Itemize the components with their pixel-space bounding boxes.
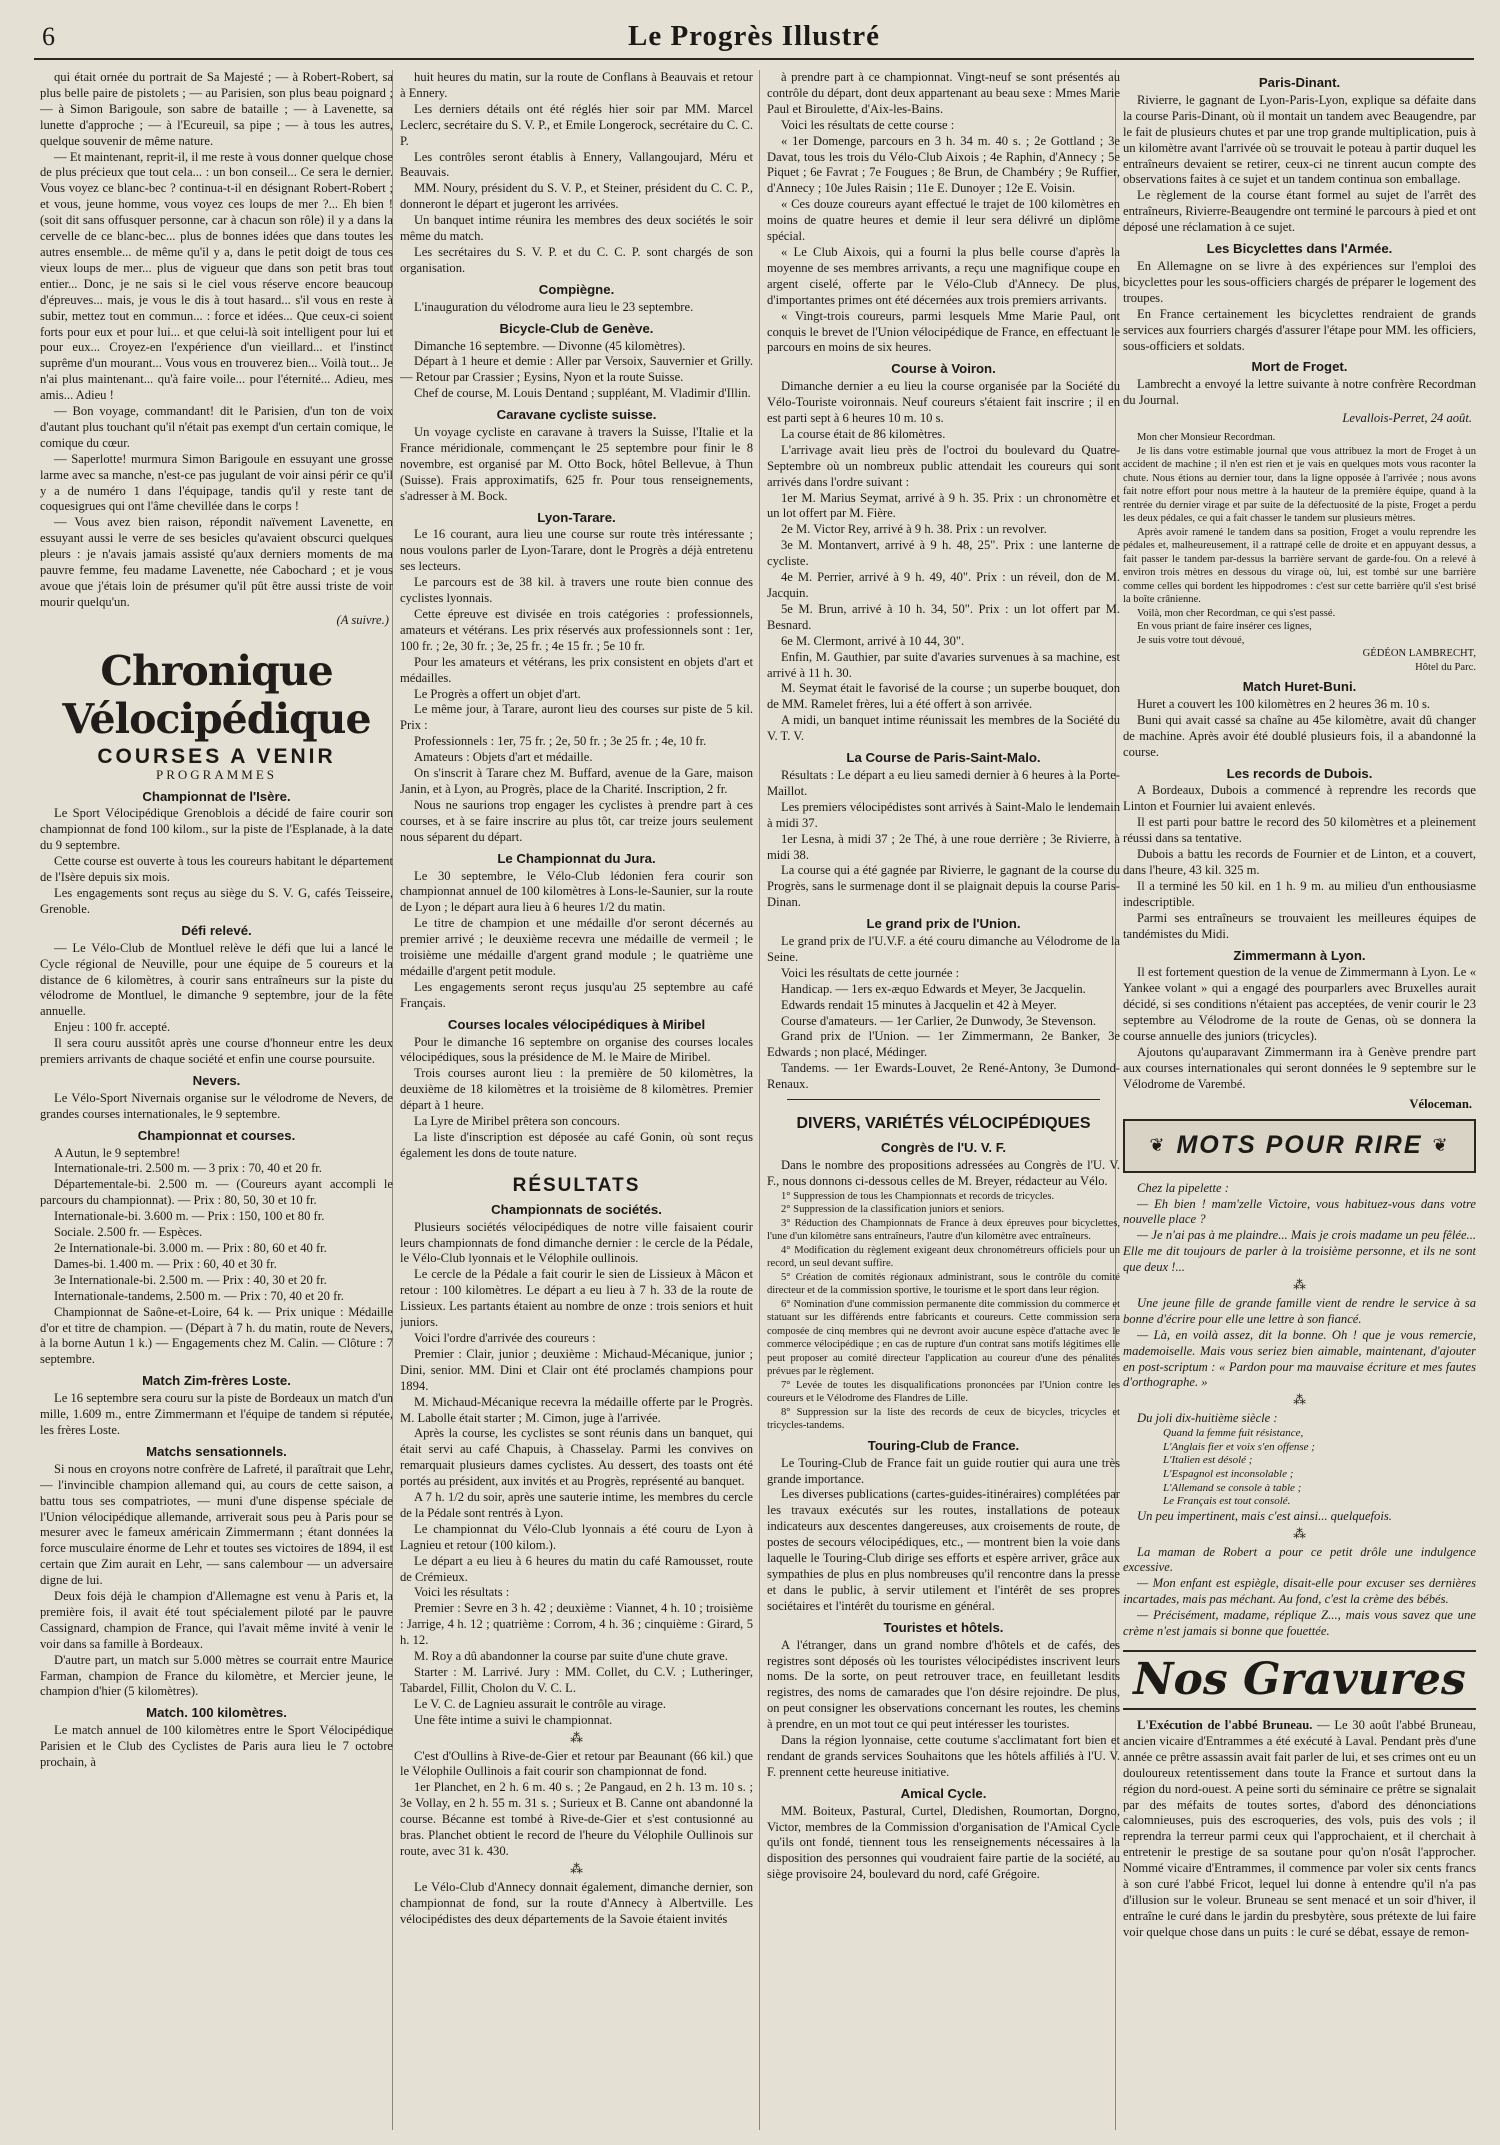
paragraph: La maman de Robert a pour ce petit drôle une indulgence excessive. [1123, 1544, 1476, 1575]
paragraph: Les secrétaires du S. V. P. et du C. C. P. sont chargés de son organisation. [400, 244, 753, 275]
paragraph: Les contrôles seront établis à Ennery, Vallangoujard, Méru et Beauvais. [400, 149, 753, 180]
paragraph: 4° Modification du règlement exigeant deux chronométreurs officiels pour un record, un seul devant suffire. [767, 1244, 1120, 1270]
paragraph: Je lis dans votre estimable journal que vous attribuez la mort de Froget à un accident de machine ; il n'en est rien et je vais en quelques mots vous raconter la chute. Nous étions au dernier tour, dans la ligne opposée à l'arrivée ; nous avons fait notre effort pour nous mettre à la hauteur de la première équipe, quand à la rentrée du dernier virage et par suite de la défectuosité de la piste, Froget a perdu les deux pédales, ce qui a fait chasser le tandem sur plusieurs mètres. [1123, 445, 1476, 525]
paragraph: Parmi ses entraîneurs se trouvaient les meilleures équipes de tandémistes du Midi. [1123, 910, 1476, 941]
paragraph: 3e M. Montanvert, arrivé à 9 h. 48, 25". Prix : une lanterne de cycliste. [767, 538, 1120, 569]
paragraph: Le match annuel de 100 kilomètres entre le Sport Vélocipédique Parisien et le Club des Cyclistes de Paris aura lieu le 7 octobre prochain, à [40, 1723, 393, 1770]
paragraph: Si nous en croyons notre confrère de Lafreté, il paraîtrait que Lehr, — l'invincible champion allemand qui, au cours de cette saison, a battu tous ses compatriotes, — muni d'une dispense spéciale de l'Union vélocipédique allemande, arriverait sous peu à Paris pour se mesurer avec le fameux américain Zimmermann ; étant données la force musculaire énorme de Lehr et toutes ses victoires de 1894, il est certain que Zim aurait en Lehr, — sans calembour — un adversaire digne de lui. [40, 1461, 393, 1588]
article-heading: Championnats de sociétés. [491, 1201, 662, 1217]
paragraph: Le grand prix de l'U.V.F. a été couru dimanche au Vélodrome de la Seine. [767, 934, 1120, 964]
paragraph: Dans la région lyonnaise, cette coutume s'acclimatant fort bien et rendant de grands services Souhaitons que les hôtels affiliés à l'U. V. F. prennent cette heureuse initiative. [767, 1733, 1120, 1779]
paragraph: huit heures du matin, sur la route de Conflans à Beauvais et retour à Ennery. [400, 70, 753, 100]
paragraph: Il est fortement question de la venue de Zimmermann à Lyon. Le « Yankee volant » qui a engagé des pourparlers avec Bruxelles aurait décidé, si ses conditions n'étaient pas acceptées, de venir courir le 23 septembre au Vélodrome de la route de Genas, où se donnera la course annuelle des juniors (tricycles). [1123, 965, 1476, 1044]
banner-title: MOTS POUR RIRE [1176, 1130, 1423, 1159]
paragraph: Enfin, M. Gauthier, par suite d'avaries survenues à sa machine, est arrivé à 11 h. 30. [767, 649, 1120, 680]
paragraph: Lambrecht a envoyé la lettre suivante à notre confrère Recordman du Journal. [1123, 377, 1476, 408]
paragraph: Pour le dimanche 16 septembre on organise des courses locales vélocipédiques, sous la présidence de M. le Maire de Miribel. [400, 1034, 753, 1065]
paragraph: La Lyre de Miribel prêtera son concours. [414, 1114, 620, 1129]
paragraph: Huret a couvert les 100 kilomètres en 2 heures 36 m. 10 s. [1137, 696, 1431, 711]
paragraph: Cette course est ouverte à tous les coureurs habitant le département de l'Isère depuis six mois. [40, 854, 393, 885]
paragraph: A 7 h. 1/2 du soir, après une sauterie intime, les membres du cercle de la Pédale sont rentrés à Lyon. [400, 1490, 753, 1520]
paragraph: 2e Internationale-bi. 3.000 m. — Prix : 80, 60 et 40 fr. [54, 1241, 327, 1255]
paragraph: « Le Club Aixois, qui a fourni la plus belle course d'après la moyenne de ses membres arrivants, a reçu une magnifique coupe en argent ciselé, offerte par le Vélo-Club d'Annecy. De plus, d'importantes primes ont été décernées aux trois premiers arrivants. [767, 244, 1120, 307]
paragraph: Handicap. — 1ers ex-æquo Edwards et Meyer, 3e Jacquelin. [781, 981, 1086, 996]
paragraph: Les diverses publications (cartes-guides-itinéraires) complétées par les travaux exécutés sur les routes, installations de poteaux indicateurs aux descentes dangereuses, aux croisements de route, de postes de secours vélocipédiques, etc., — montrent bien la voie dans laquelle le Touring-Club dirige ses efforts et espère arriver, grâce aux sympathies de plus en plus nombreuses qu'il rencontre dans la presse et dans le public, à servir utilement et l'intérêt de ses propres sociétaires et l'intérêt du tourisme en général. [767, 1487, 1120, 1613]
verse-line: L'Italien est désolé ; [1163, 1454, 1253, 1467]
paragraph: Voici les résultats de cette course : [781, 117, 955, 132]
article-heading: Championnat et courses. [137, 1127, 296, 1143]
paragraph: Un voyage cycliste en caravane à travers la Suisse, l'Italie et la France méridionale, commençant le 25 septembre pour finir le 8 novembre, est organisé par M. Otto Bock, hôtel Bellevue, à Thun (Suisse). Frais approximatifs, 625 fr. Pour tous renseignements, s'adresser à M. Bock. [400, 425, 753, 503]
paragraph: — Mon enfant est espiègle, disait-elle pour excuser ses dernières incartades, mais pas méchant. Au fond, c'est la crème des bébés. [1123, 1576, 1476, 1607]
paragraph: Dimanche 16 septembre. — Divonne (45 kilomètres). [414, 338, 686, 353]
article-heading: Touristes et hôtels. [883, 1619, 1004, 1635]
paragraph: 1° Suppression de tous les Championnats et records de tricycles. [781, 1190, 1055, 1202]
divers-heading: DIVERS, VARIÉTÉS VÉLOCIPÉDIQUES [796, 1115, 1091, 1133]
paragraph: 5° Création de comités régionaux administrant, sous le contrôle du comité directeur et de la commission sportive, le tourisme et le sport dans leur région. [767, 1271, 1120, 1297]
paragraph: Chef de course, M. Louis Dentand ; suppléant, M. Vladimir d'Illin. [414, 386, 751, 401]
paragraph: Amateurs : Objets d'art et médaille. [414, 750, 593, 765]
column-2 [400, 70, 753, 2140]
article-heading: Le grand prix de l'Union. [866, 916, 1021, 932]
ornament-icon: ❦ [1149, 1134, 1167, 1155]
paragraph: Dubois a battu les records de Fournier et de Linton, et a couvert, dans l'heure, 43 kil. 325 m. [1123, 847, 1476, 877]
paragraph: Dimanche dernier a eu lieu la course organisée par la Société du Vélo-Touriste voironnais. Neuf coureurs s'étaient fait inscrire ; il en est parti sept à 6 heures 10 m. 10 s. [767, 379, 1120, 426]
paragraph: Tandems. — 1er Ewards-Louvet, 2e René-Antony, 3e Dumond-Renaux. [767, 1061, 1120, 1092]
paragraph: Dames-bi. 1.400 m. — Prix : 60, 40 et 30 fr. [54, 1256, 277, 1271]
paragraph: Une jeune fille de grande famille vient de rendre le service à sa bonne d'écrire pour elle une lettre à son fiancé. [1123, 1295, 1476, 1326]
chronique-heading: Chronique Vélocipédique [62, 646, 371, 743]
verse-line: L'Espagnol est inconsolable ; [1163, 1467, 1294, 1480]
article-heading: Match. 100 kilomètres. [146, 1705, 287, 1721]
paragraph: M. Roy a dû abandonner la course par suite d'une chute grave. [414, 1649, 728, 1664]
separator-asterisks: ⁂ [570, 1861, 583, 1876]
paragraph: 1er Planchet, en 2 h. 6 m. 40 s. ; 2e Pangaud, en 2 h. 13 m. 10 s. ; 3e Vollay, en 2 h. 55 m. 31 s. ; Surieux et B. Canne ont abandonné la course. Bécanne est tombé à Rive-de-Gier et s'est contusionné au bras. Planchet obtient le record de l'heure du Vélophile Oullinois sur route, avec 31 k. 430. [400, 1780, 753, 1858]
paragraph: Le Vélo-Club d'Annecy donnait également, dimanche dernier, son championnat de fond, sur la route d'Annecy à Albertville. Les vélocipédistes des deux départements de la Savoie étaient invités [400, 1879, 753, 1926]
paragraph: qui était ornée du portrait de Sa Majesté ; — à Robert-Robert, sa plus belle paire de pistolets ; — au Parisien, son plus beau poignard ; — à Simon Barigoule, son sabre de bataille ; — à Lavenette, sa lunette d'approche ; — à l'Ecureuil, sa pipe ; — à tous les autres, quelque souvenir de même nature. [40, 70, 393, 148]
paragraph: Départementale-bi. 2.500 m. — (Coureurs ayant accompli le parcours du championnat). — Prix : 80, 50, 30 et 10 fr. [40, 1177, 393, 1208]
to-be-continued: (A suivre.) [336, 612, 389, 627]
paragraph: 5e M. Brun, arrivé à 10 h. 34, 50". Prix : un lot offert par M. Besnard. [767, 601, 1120, 632]
verse-line: L'Anglais fier et voix s'en offense ; [1163, 1440, 1315, 1453]
paragraph: Trois courses auront lieu : la première de 50 kilomètres, la deuxième de 18 kilomètres et la troisième de 8 kilomètres. Premier départ à 1 heure. [400, 1066, 753, 1113]
article-heading: Paris-Dinant. [1258, 75, 1341, 90]
letter-signature: GÉDÉON LAMBRECHT, [1362, 648, 1476, 660]
paragraph: En Allemagne on se livre à des expériences sur l'emploi des bicyclettes pour les sous-officiers chargés de préparer le logement des troupes. [1123, 258, 1476, 305]
paragraph: M. Michaud-Mécanique recevra la médaille offerte par le Progrès. M. Labolle était starter ; M. Cimon, juge à l'arrivée. [400, 1394, 753, 1425]
paragraph: Starter : M. Larrivé. Jury : MM. Collet, du C.V. ; Lutheringer, Tabardel, Fillit, Cholon du V. C. L. [400, 1665, 753, 1695]
paragraph: L'arrivage avait lieu près de l'octroi du boulevard du Quatre-Septembre où un nombreux public attendait les coureurs qui sont arrivés dans l'ordre suivant : [767, 442, 1120, 489]
paragraph: En vous priant de faire insérer ces lignes, [1137, 621, 1312, 633]
paragraph: L'inauguration du vélodrome aura lieu le 23 septembre. [414, 299, 694, 314]
paragraph: Dans le nombre des propositions adressées au Congrès de l'U. V. F., nous donnons ci-dessous celles de M. Breyer, rédacteur au Vélo. [767, 1157, 1120, 1188]
paragraph: Pour les amateurs et vétérans, les prix consistent en objets d'art et médailles. [400, 654, 753, 685]
paragraph: 1er M. Marius Seymat, arrivé à 9 h. 35. Prix : un chronomètre et un lot offert par M. Fière. [767, 490, 1120, 521]
paragraph: — Et maintenant, reprit-il, il me reste à vous donner quelque chose de plus précieux que tout cela... : un bon conseil... Ce sera le dernier. Vous voyez ce blanc-bec ? continua-t-il en désignant Robert-Robert ; et vous, jeune homme, vous voyez ces loups de mer ?... Eh bien ! (soit dit sans offusquer personne, car à chacun son rôle) il y a dans la cervelle de ce blanc-bec... plus de bonnes idées que dans toutes les autres ensemble... de même qu'il y a, dans le petit doigt de tous ces vieux loups de mer... plus de vigueur que dans son petit bras tout entier... Donc, je ne sais si le ciel vous réserve encore beaucoup d'épreuves... mais, je vous le dis à tout hasard... s'il vous en reste à subir, mettez tout en commun... : force et idées... Que ceux-ci soient forts pour eux et pour lui... et que celui-là soit intelligent pour lui et pour eux... Croyez-en l'expérience d'un vieillard... et l'instinct suprême d'un mourant... Vous vous en trouverez bien... Voilà tout... Je n'ai plus maintenant... qu'à faire voile... pour l'éternité... Adieu, mes amis... Adieu ! [40, 149, 393, 403]
paragraph: Le 30 septembre, le Vélo-Club lédonien fera courir son championnat annuel de 100 kilomètres à Lons-le-Saunier, sur la route de Lyon ; le départ aura lieu à 6 heures 1/2 du matin. [400, 868, 753, 915]
paragraph: Ajoutons qu'auparavant Zimmermann ira à Genève prendre part aux courses internationales qui seront données le 9 septembre sur le Vélodrome de Varembé. [1123, 1044, 1476, 1091]
letter-signature: Hôtel du Parc. [1415, 661, 1476, 673]
separator-asterisks: ⁂ [1293, 1393, 1306, 1408]
paragraph: — Le Vélo-Club de Montluel relève le défi que lui a lancé le Cycle régional de Neuville, pour une équipe de 5 coureurs et la distance de 6 kilomètres, à courir sans entraîneurs sur la piste du vélodrome de Montluel, le dimanche 9 septembre, jour de la fête annuelle. [40, 940, 393, 1019]
paragraph: Voici les résultats : [414, 1585, 510, 1600]
paragraph: Le règlement de la course étant formel au sujet de l'arrêt des entraîneurs, Rivierre-Beaugendre ont terminé le parcours à pied et ont déposé une réclamation à ce sujet. [1123, 188, 1476, 235]
paragraph: Rivierre, le gagnant de Lyon-Paris-Lyon, explique sa défaite dans la course Paris-Dinant, où il montait un tandem avec Beaugendre, par le fait de plusieurs chutes et par une trop grande multiplication, puis à un kilomètre avant l'arrivée où se trouvait le poteau à partir duquel les entraîneurs devaient se retirer, ceux-ci ne tinrent aucun compte des observations faites à ce sujet et un tandem continua son emballage. [1123, 92, 1476, 187]
paragraph: Course d'amateurs. — 1er Carlier, 2e Dunwody, 3e Stevenson. [781, 1013, 1097, 1028]
paragraph: Le 16 septembre sera couru sur la piste de Bordeaux un match d'un mille, 1.609 m., entre Zimmermann et l'équipe de tandem si réputée, les frères Loste. [40, 1391, 393, 1437]
paragraph: A Bordeaux, Dubois a commencé à reprendre les records que Linton et Fournier lui avaient enlevés. [1123, 783, 1476, 814]
paragraph: Le Progrès a offert un objet d'art. [414, 686, 581, 701]
paragraph: Départ à 1 heure et demie : Aller par Versoix, Sauvernier et Grilly. — Retour par Crassier ; Eysins, Nyon et la route Suisse. [400, 354, 753, 385]
page-number: 6 [42, 22, 55, 51]
paragraph: « 1er Domenge, parcours en 3 h. 34 m. 40 s. ; 2e Gottland ; 3e Davat, tous les trois du Vélo-Club Aixois ; 4e Raphin, d'Annecy ; 5e Piquet ; 6e Favrat ; 7e Fougues ; 8e Brun, de Chambéry ; 9e Ruffier, d'Annecy ; 10e Jules Raisin ; 11e E. Dunoyer ; 12e E. Voisin. [767, 133, 1120, 196]
letter-salutation: Mon cher Monsieur Recordman. [1137, 432, 1276, 444]
paragraph: Le parcours est de 38 kil. à travers une route bien connue des cyclistes lyonnais. [400, 575, 753, 606]
paragraph: Internationale-bi. 3.600 m. — Prix : 150, 100 et 80 fr. [54, 1209, 325, 1224]
paragraph: 4e M. Perrier, arrivé à 9 h. 49, 40". Prix : un réveil, don de M. Jacquin. [767, 570, 1120, 600]
article-heading: Le Championnat du Jura. [497, 850, 656, 866]
paragraph: D'autre part, un match sur 5.000 mètres se courrait entre Maurice Farman, champion de France du kilomètre, et Mercier jeune, le champion d'hier (5 kilomètres). [40, 1652, 393, 1699]
paragraph: Voici les résultats de cette journée : [781, 965, 960, 980]
paragraph: « Ces douze coureurs ayant effectué le trajet de 100 kilomètres en moins de quatre heures et demie il leur sera délivré un diplôme spécial. [767, 197, 1120, 244]
column-4 [1123, 70, 1476, 2140]
paragraph: Du joli dix-huitième siècle : [1137, 1411, 1278, 1426]
paragraph: Cette épreuve est divisée en trois catégories : professionnels, amateurs et vétérans. Les prix réservés aux professionnels sont : 1er, 100 fr. ; 2e, 30 fr. ; 3e, 25 fr. ; 4e 15 fr. ; 5e 10 fr. [400, 607, 753, 653]
programmes-heading: PROGRAMMES [155, 766, 278, 782]
paragraph: Les engagements seront reçus jusqu'au 25 septembre au café Français. [400, 979, 753, 1010]
paragraph: Premier : Clair, junior ; deuxième : Michaud-Mécanique, junior ; Dini, senior. MM. Dini et Clair ont été proclamés champions pour 1894. [400, 1346, 753, 1393]
paragraph: Le Touring-Club de France fait un guide routier qui aura une très grande importance. [767, 1455, 1120, 1486]
separator-asterisks: ⁂ [570, 1730, 583, 1745]
paragraph: Enjeu : 100 fr. accepté. [54, 1020, 171, 1035]
paragraph: A Autun, le 9 septembre! [54, 1145, 181, 1160]
mots-pour-rire-banner [1123, 1119, 1476, 1173]
paragraph: Une fête intime a suivi le championnat. [414, 1712, 613, 1727]
separator-asterisks: ⁂ [1293, 1278, 1306, 1293]
paragraph: — Eh bien ! mam'zelle Victoire, vous habituez-vous dans votre nouvelle place ? [1123, 1196, 1476, 1227]
paragraph: Le championnat du Vélo-Club lyonnais a été couru de Lyon à Lagnieu et retour (100 kilom.). [400, 1521, 753, 1552]
article-heading: Touring-Club de France. [867, 1437, 1020, 1453]
paragraph: Buni qui avait cassé sa chaîne au 45e kilomètre, avait dû changer de machine. Après avoir été doublé plusieurs fois, il a abandonné la course. [1123, 712, 1476, 759]
article-lead: L'Exécution de l'abbé Bruneau. [1137, 1718, 1313, 1732]
paragraph: MM. Boiteux, Pastural, Curtel, Dledishen, Roumortan, Dorgno, Victor, membres de la Commission d'organisation de l'Amical Cycle qu'ils ont fondé, tiennent tous les renseignements nécessaires à la disposition des personnes qui voudraient faire partie de la société, au siège provisoire 24, boulevard du nord, café Grégoire. [767, 1803, 1120, 1882]
ornament-icon: ❦ [1432, 1134, 1450, 1155]
paragraph: Résultats : Le départ a eu lieu samedi dernier à 6 heures à la Porte-Maillot. [767, 767, 1120, 798]
paragraph: C'est d'Oullins à Rive-de-Gier et retour par Beaunant (66 kil.) que le Vélophile Oullinois a fait courir son championnat de fond. [400, 1748, 753, 1779]
paragraph: — Saperlotte! murmura Simon Barigoule en essuyant une grosse larme avec sa manche, n'est-ce pas jugulant de voir ainsi périr ce qu'il y a de numéro 1 dans l'équipage, tandis qu'il y reste tant de coquesigrues qui ont l'âme chevillée dans le corps ! [40, 451, 393, 514]
paragraph: Grand prix de l'Union. — 1er Zimmermann, 2e Banker, 3e Edwards ; non placé, Médinger. [767, 1029, 1120, 1060]
paragraph: On s'inscrit à Tarare chez M. Buffard, avenue de la Gare, maison Janin, et à Lyon, au Progrès, place de la Charité. Inscription, 2 fr. [400, 766, 753, 796]
paragraph: 8° Suppression sur la liste des records de ceux de bicycles, tricycles et tricycles-tandems. [767, 1406, 1120, 1432]
resultats-heading: RÉSULTATS [512, 1174, 641, 1196]
paragraph: Les engagements sont reçus au siège du S. V. G, cafés Teisseire, Grenoble. [40, 885, 393, 916]
author-signature: Véloceman. [1409, 1096, 1472, 1111]
paragraph: Le départ a eu lieu à 6 heures du matin du café Ramousset, route de Crémieux. [400, 1553, 753, 1584]
article-heading: Nevers. [192, 1072, 241, 1088]
column-1 [40, 70, 393, 2140]
newspaper-title: Le Progrès Illustré [627, 20, 881, 52]
paragraph: — Vous avez bien raison, répondit naïvement Lavenette, en essuyant aussi le verre de ses besicles qu'avaient obscurci quelques pleurs : je n'avais jamais assisté qu'aux derniers moments de ma pauvre femme, feu madame Lavenette, née Cabochard ; et je vous avoue que j'étais loin de présumer qu'il pût être aussi triste de voir mourir quelqu'un. [40, 515, 393, 609]
paragraph: Nous ne saurions trop engager les cyclistes à prendre part à ces courses, et à se faire inscrire au plus tôt, car treize jours seulement nous séparent du départ. [400, 797, 753, 844]
paragraph: Les premiers vélocipédistes sont arrivés à Saint-Malo le lendemain à midi 37. [767, 799, 1120, 830]
paragraph: 6e M. Clermont, arrivé à 10 44, 30". [781, 633, 965, 648]
paragraph: Professionnels : 1er, 75 fr. ; 2e, 50 fr. ; 3e 25 fr. ; 4e, 10 fr. [414, 734, 707, 749]
paragraph: MM. Noury, président du S. V. P., et Steiner, président du C. C. P., donneront le départ et jugeront les arrivées. [400, 181, 753, 212]
paragraph: — Précisément, madame, réplique Z..., mais vous savez que une crème n'est jamais si bonne que fouettée. [1123, 1608, 1476, 1639]
paragraph: Le Vélo-Sport Nivernais organise sur le vélodrome de Nevers, de grandes courses internationales, le 9 septembre. [40, 1090, 393, 1121]
article-heading: Championnat de l'Isère. [142, 788, 291, 804]
paragraph: Les derniers détails ont été réglés hier soir par MM. Marcel Leclerc, secrétaire du S. V. P., et Emile Longerock, secrétaire du C. C. P. [400, 101, 753, 148]
paragraph: 1er Lesna, à midi 37 ; 2e Thé, à une roue derrière ; 3e Rivierre, à midi 38. [767, 831, 1120, 862]
paragraph: Un banquet intime réunira les membres des deux sociétés le soir même du match. [400, 213, 753, 244]
paragraph: — Je n'ai pas à me plaindre... Mais je crois madame un peu fêlée... Elle me dit toujours de parler à la troisième personne, et ils ne sont que deux !... [1123, 1228, 1476, 1275]
separator-asterisks: ⁂ [1293, 1526, 1306, 1541]
paragraph: La liste d'inscription est déposée au café Gonin, où sont reçus également les dons de toute nature. [400, 1130, 753, 1160]
paragraph: Il sera couru aussitôt après une course d'honneur entre les deux premiers arrivants de chaque société et enfin une course poursuite. [40, 1036, 393, 1067]
paragraph: 3° Réduction des Championnats de France à deux épreuves pour bicyclettes, l'une d'un kilomètre sans entraîneurs, l'autre d'un kilomètre avec entraîneurs. [767, 1217, 1120, 1243]
paragraph: « Vingt-trois coureurs, parmi lesquels Mme Marie Paul, ont conquis le brevet de l'Union vélocipédique de France, en effectuant le parcours en moins de six heures. [767, 308, 1120, 355]
paragraph: 6° Nomination d'une commission permanente dite commission du commerce et statuant sur les différends entre fabricants et coureurs. Cette commission sera composée de cinq membres qui ne devront avoir aucune espèce d'attache avec le commerce vélocipédique ; en cas de rupture d'un contrat sans motifs légitimes elle peut proposer au comité directeur l'application au coureur d'une des pénalités prévues par le règlement. [767, 1298, 1120, 1378]
paragraph: Le même jour, à Tarare, auront lieu des courses sur piste de 5 kil. Prix : [400, 702, 753, 733]
paragraph: Plusieurs sociétés vélocipédiques de notre ville faisaient courir leurs championnats de fond dimanche dernier : le cercle de la Pédale, le Vélo-Club lyonnais et le Vélophile oullinois. [400, 1219, 753, 1266]
paragraph: Un peu impertinent, mais c'est ainsi... quelquefois. [1137, 1508, 1392, 1523]
paragraph: Le titre de champion et une médaille d'or seront décernés au premier arrivé ; le deuxième recevra une médaille de vermeil ; le troisième une médaille d'argent grand module ; le quatrième une médaille d'argent petit module. [400, 916, 753, 978]
paragraph: Sociale. 2.500 fr. — Espèces. [54, 1225, 203, 1240]
column-3 [767, 70, 1120, 2140]
paragraph: 7° Levée de toutes les disqualifications prononcées par l'Union contre les coureurs et le Vélodrome des Flandres de Lille. [767, 1379, 1120, 1405]
courses-heading: COURSES A VENIR [97, 744, 336, 768]
article-heading: Congrès de l'U. V. F. [880, 1140, 1007, 1155]
page-header [34, 14, 1474, 60]
article-heading: Courses locales vélocipédiques à Miribel [447, 1016, 706, 1032]
paragraph: Je suis votre tout dévoué, [1137, 634, 1245, 646]
article-heading: Match Huret-Buni. [1242, 679, 1357, 695]
paragraph: M. Seymat était le favorisé de la course ; un superbe bouquet, don de MM. Ramelet frères, lui a été offert à son arrivée. [767, 681, 1120, 712]
paragraph: — Bon voyage, commandant! dit le Parisien, d'un ton de voix d'autant plus touchant qu'il n'était pas exempt d'un certain comique, le comique du cœur. [40, 404, 393, 450]
paragraph: Premier : Sevre en 3 h. 42 ; deuxième : Viannet, 4 h. 10 ; troisième : Jarrige, 4 h. 12 ; quatrième : Corrom, 4 h. 36 ; cinquième : Girard, 5 h. 12. [400, 1601, 753, 1648]
article-heading: Course à Voiron. [891, 361, 996, 377]
paragraph [1123, 1718, 1476, 1941]
article-heading: Compiègne. [538, 281, 615, 297]
paragraph: Après avoir ramené le tandem dans sa position, Froget a voulu reprendre les pédales et, malheureusement, il a rattrapé celle de droite et en appuyant dessus, a fait passer le tandem par-dessus la barrière servant de garde-fou. On a relevé à environ trois mètres en dessous du virage où, lui, est tombé sur une barrière comme celles qui bordent les hippodromes : c'est sur cette barrière qu'il s'est brisé la boîte crânienne. [1123, 526, 1476, 606]
nos-gravures-heading: Nos Gravures [1123, 1650, 1476, 1710]
paragraph: La course qui a été gagnée par Rivierre, le gagnant de la course du Progrès, sans le surmenage dont il se plaignait depuis la course Paris-Dinan. [767, 863, 1120, 910]
article-heading: Amical Cycle. [900, 1785, 987, 1801]
verse-line: Le Français est tout consolé. [1163, 1495, 1291, 1508]
paragraph: En France certainement les bicyclettes rendraient de grands services aux fourriers chargés d'assurer l'étape pour MM. les officiers, sous-officiers et soldats. [1123, 306, 1476, 353]
article-heading: La Course de Paris-Saint-Malo. [846, 750, 1041, 766]
article-heading: Les records de Dubois. [1226, 765, 1373, 781]
article-text: — Le 30 août l'abbé Bruneau, ancien vicaire d'Entrammes a été exécuté à Laval. Pendant près d'une année ce prêtre assassin avait fait parler de lui, et ses crimes ont eu un douloureux retentissement dans toute la France et surtout dans la région du nord-ouest. A peine sorti du séminaire ce prêtre se signalait par des méfaits de toutes sortes, d'abord des dénonciations calomnieuses, puis des escroqueries, des vols, puis des vols ; il reprendra la terreur parmi ceux qui l'approchaient, et il cherchait à entretenir le prestige de sa soutane pour qu'on n'osât l'approcher. Nommé vicaire d'Entrammes, il commence par voler six cents francs à son curé l'abbé Fricot, lequel lui donne à entendre qu'il n'a pas d'illusion sur le voleur. Bruneau se sent menacé et un soir d'hiver, il entraîne le curé dans le jardin du presbytère, sous prétexte de lui faire voir quelque chose dans un puits : le curé se débat, essaye de remon- [1123, 1718, 1476, 1939]
paragraph: Edwards rendait 15 minutes à Jacquelin et 42 à Meyer. [781, 997, 1057, 1012]
paragraph: Après la course, les cyclistes se sont réunis dans un banquet, qui était servi au café Chapuis, à Chasselay. Parmi les convives on remarquait plusieurs dames cyclistes. Au dessert, des toasts ont été portés au président, aux invités et au Progrès, représenté au banquet. [400, 1426, 753, 1489]
column-divider [759, 70, 760, 2130]
paragraph: La course était de 86 kilomètres. [781, 426, 946, 441]
paragraph: Le 16 courant, aura lieu une course sur route très intéressante ; nous voulons parler de Lyon-Tarare, dont le Progrès a déjà entretenu ses lecteurs. [400, 527, 753, 574]
article-heading: Lyon-Tarare. [537, 509, 616, 525]
paragraph: Internationale-tandems, 2.500 m. — Prix : 70, 40 et 20 fr. [54, 1288, 344, 1303]
verse-line: Quand la femme fuit résistance, [1163, 1427, 1304, 1440]
paragraph: Le cercle de la Pédale a fait courir le sien de Lissieux à Mâcon et retour : 100 kilomètres. Le départ a eu lieu à 7 h. 33 de la route de Lissieux. Les partants étaient au nombre de onze : trois seniors et huit juniors. [400, 1267, 753, 1330]
paragraph: Le V. C. de Lagnieu assurait le contrôle au virage. [414, 1696, 667, 1711]
paragraph: 3e Internationale-bi. 2.500 m. — Prix : 40, 30 et 20 fr. [54, 1272, 327, 1287]
paragraph: Il est parti pour battre le record des 50 kilomètres et a pleinement réussi dans sa tentative. [1123, 815, 1476, 846]
divider [787, 1099, 1100, 1100]
paragraph: Championnat de Saône-et-Loire, 64 k. — Prix unique : Médaille d'or et titre de champion. — (Départ à 7 h. du matin, route de Nevers, à la borne Autun 1 k.) — Engagements chez M. Calin. — Clôture : 7 septembre. [40, 1304, 393, 1367]
paragraph: 2e M. Victor Rey, arrivé à 9 h. 38. Prix : un revolver. [781, 522, 1047, 537]
paragraph: — Là, en voilà assez, dit la bonne. Oh ! que je vous remercie, mademoiselle. Mais vous seriez bien aimable, maintenant, d'ajouter en post-scriptum : « Pardon pour ma mauvaise écriture et mes fautes d'orthographe. » [1123, 1327, 1476, 1390]
paragraph: A l'étranger, dans un grand nombre d'hôtels et de cafés, des registres sont déposés où les touristes vélocipédistes inscrivent leurs noms. De la sorte, on peut retrouver trace, en feuilletant lesdits registres, des noms de camarades que l'on désire rejoindre. De plus, on peut consigner les observations concernant les routes, les chemins à prendre, en un mot tout ce qui peut intéresser les touristes. [767, 1637, 1120, 1732]
paragraph: Chez la pipelette : [1137, 1180, 1229, 1195]
paragraph: Voici l'ordre d'arrivée des coureurs : [414, 1330, 596, 1345]
article-heading: Bicycle-Club de Genève. [499, 320, 654, 336]
letter-place-date: Levallois-Perret, 24 août. [1342, 411, 1472, 426]
paragraph: A midi, un banquet intime réunissait les membres de la Société du V. T. V. [767, 713, 1120, 744]
article-heading: Zimmermann à Lyon. [1233, 947, 1366, 963]
verse-line: L'Allemand se console à table ; [1163, 1481, 1302, 1494]
article-heading: Matchs sensationnels. [146, 1443, 287, 1459]
article-heading: Mort de Froget. [1251, 359, 1348, 375]
paragraph: Deux fois déjà le champion d'Allemagne est venu à Paris et, la première fois, il avait été tout spécialement piloté par le pauvre Cassignard, champion de France, qui l'avait même invité à venir le voir dans sa famille à Bordeaux. [40, 1589, 393, 1651]
paragraph: Voilà, mon cher Recordman, ce qui s'est passé. [1137, 607, 1336, 619]
paragraph: Le Sport Vélocipédique Grenoblois a décidé de faire courir son championnat de fond 100 kilom., sur la piste de l'Esplanade, à la date du 9 septembre. [40, 806, 393, 853]
article-heading: Caravane cycliste suisse. [496, 407, 657, 423]
paragraph: Internationale-tri. 2.500 m. — 3 prix : 70, 40 et 20 fr. [54, 1161, 322, 1176]
paragraph: 2° Suppression de la classification juniors et seniors. [781, 1204, 1005, 1216]
paragraph: à prendre part à ce championnat. Vingt-neuf se sont présentés au contrôle du départ, dont deux appartenant au beau sexe : Mmes Marie Paul et Biroulette, d'Aix-les-Bains. [767, 70, 1120, 116]
article-heading: Les Bicyclettes dans l'Armée. [1206, 241, 1393, 257]
article-heading: Défi relevé. [181, 922, 252, 938]
article-heading: Match Zim-frères Loste. [142, 1373, 291, 1389]
paragraph: Il a terminé les 50 kil. en 1 h. 9 m. au milieu d'un enthousiasme indescriptible. [1123, 878, 1476, 909]
